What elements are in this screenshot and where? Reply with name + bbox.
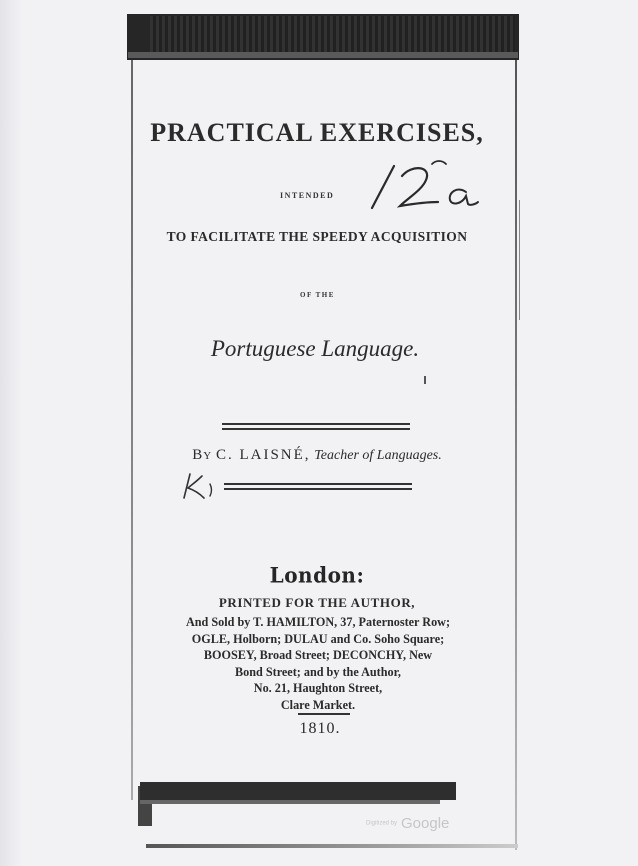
- watermark-prefix: Digitized by: [366, 820, 398, 827]
- byline-author: C. LAISNÉ,: [215, 447, 311, 463]
- subtitle-line: TO FACILITATE THE SPEEDY ACQUISITION: [166, 229, 468, 244]
- imprint-rule: [298, 713, 350, 715]
- imprint-city: London:: [269, 562, 365, 588]
- stray-mark: [424, 376, 426, 384]
- page-left-edge-line: [131, 60, 133, 800]
- scan-margin-shadow: [0, 0, 22, 866]
- imprint-line: BOOSEY, Broad Street; DECONCHY, New: [203, 648, 433, 663]
- byline-by: By: [192, 447, 213, 463]
- rule-lower-2: [224, 488, 412, 490]
- page-right-edge-line: [515, 60, 517, 850]
- imprint-details: [148, 614, 488, 714]
- imprint-line: Bond Street; and by the Author,: [235, 664, 401, 679]
- imprint-line: And Sold by T. HAMILTON, 37, Paternoster Row;: [185, 615, 451, 629]
- handwritten-initial: [180, 470, 220, 500]
- scan-bottom-band-edge: [140, 800, 440, 804]
- byline-role: Teacher of Languages.: [314, 448, 442, 463]
- imprint-line: Clare Market.: [280, 697, 356, 712]
- handwritten-shelfmark: [366, 156, 496, 216]
- of-the-line: OF THE: [300, 291, 335, 299]
- digitizer-watermark: [366, 814, 449, 832]
- rule-upper-1: [222, 423, 410, 425]
- publication-year: 1810.: [299, 720, 341, 737]
- intended-line: INTENDED: [280, 191, 335, 200]
- imprint-printed-for: PRINTED FOR THE AUTHOR,: [218, 595, 416, 610]
- watermark-brand: Google: [401, 814, 450, 832]
- rule-lower-1: [224, 483, 412, 485]
- scan-bottom-dark-band: [140, 782, 456, 800]
- language-line: Portuguese Language.: [210, 336, 420, 361]
- book-title: PRACTICAL EXERCISES,: [150, 118, 484, 147]
- scan-top-band-texture: [150, 16, 515, 56]
- scan-bottom-line: [146, 844, 518, 848]
- imprint-line: OGLE, Holborn; DULAU and Co. Soho Square;: [191, 631, 445, 646]
- rule-upper-2: [222, 428, 410, 430]
- page-right-edge-mark: [519, 200, 520, 320]
- author-byline: [150, 447, 484, 464]
- scan-top-band-edge: [128, 52, 518, 58]
- imprint-line: No. 21, Haughton Street,: [253, 681, 383, 696]
